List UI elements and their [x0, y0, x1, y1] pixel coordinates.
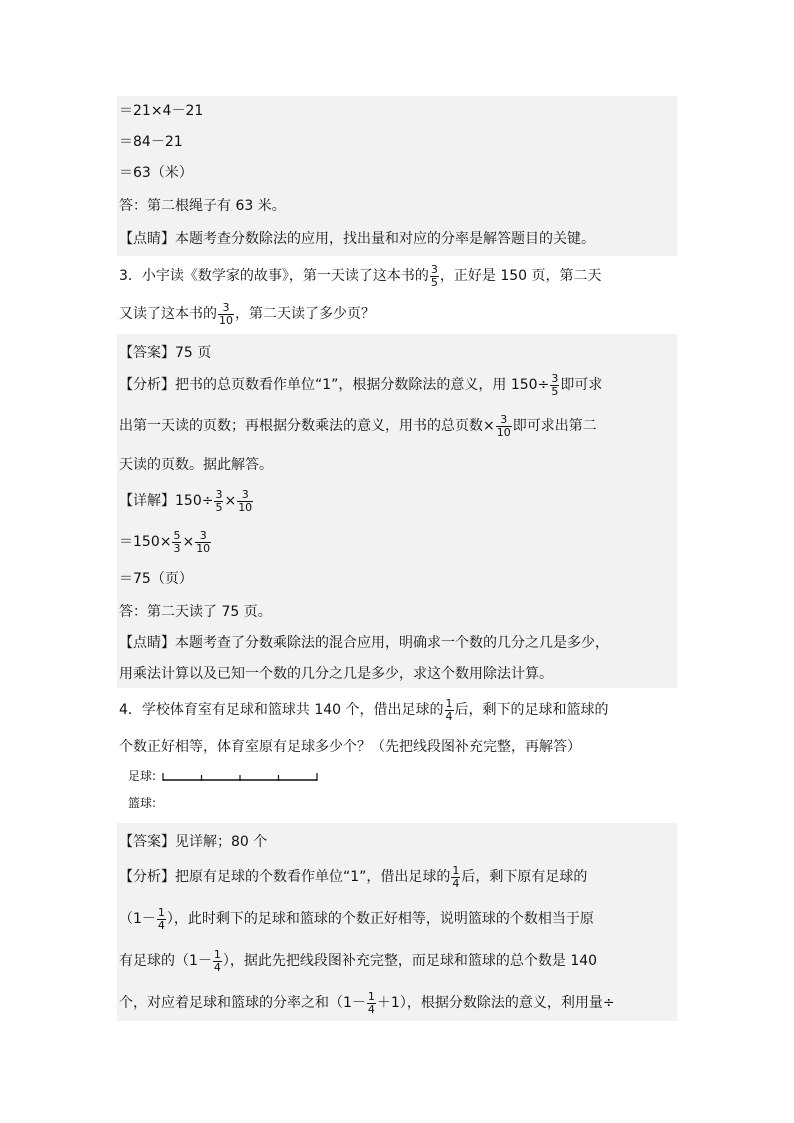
fraction-1-4: $\frac{1}{4}$: [445, 696, 453, 723]
analysis-4-text-1a: 【分析】把原有足球的个数看作单位“1”，借出足球的: [119, 869, 451, 885]
analysis-4-text-3a: 有足球的（1－: [119, 953, 212, 969]
q4-text-1b: 后，剩下的足球和篮球的: [454, 702, 609, 718]
detail-3-line-3: ＝75（页）: [119, 571, 193, 587]
analysis-4-text-2b: ），此时剩下的足球和篮球的个数正好相等，说明篮球的个数相当于原: [166, 911, 594, 927]
fraction-3-5: $\frac{3}{5}$: [551, 371, 559, 398]
analysis-3-text-2a: 出第一天读的页数；再根据分数乘法的意义，用书的总页数×: [119, 418, 495, 434]
analysis-4-text-4a: 个，对应着足球和篮球的分率之和（1－: [119, 995, 366, 1011]
fraction-1-4: $\frac{1}{4}$: [157, 905, 165, 932]
key-point-line: 【点睛】本题考查分数除法的应用，找出量和对应的分率是解答题目的关键。: [119, 231, 595, 247]
fraction-3-10: $\frac{3}{10}$: [219, 300, 233, 327]
football-label: 足球:: [128, 769, 157, 783]
analysis-4-line-1: [119, 864, 587, 890]
analysis-4-text-3b: ），据此先把线段图补充完整，而足球和篮球的总个数是 140: [222, 953, 598, 969]
analysis-4-line-4: [119, 990, 615, 1016]
analysis-3-text-1b: 即可求: [560, 377, 603, 393]
answer-3: 【答案】75 页: [119, 345, 212, 361]
calc-line-1: ＝21×4－21: [119, 103, 204, 119]
football-segment-diagram: [162, 770, 322, 784]
fraction-3-10: $\frac{3}{10}$: [196, 528, 211, 555]
fraction-5-3: $\frac{5}{3}$: [173, 528, 181, 555]
key-point-3-line-1: 【点睛】本题考查了分数乘除法的混合应用，明确求一个数的几分之几是多少，: [119, 635, 609, 651]
question-4-line-2: 个数正好相等，体育室原有足球多少个？（先把线段图补充完整，再解答）: [119, 739, 581, 755]
analysis-4-line-2: [119, 906, 594, 932]
detail-3-text-1a: 【详解】150÷: [119, 493, 214, 509]
answer-line-rope: 答：第二根绳子有 63 米。: [119, 198, 286, 214]
question-3-line-2: [119, 301, 375, 327]
fraction-3-5: $\frac{3}{5}$: [215, 487, 223, 514]
detail-3-line-1: [119, 488, 254, 514]
analysis-3-text-1a: 【分析】把书的总页数看作单位“1”，根据分数除法的意义，用 150÷: [119, 377, 550, 393]
q3-text-1b: ，正好是 150 页，第二天: [439, 268, 602, 284]
times-sign: ×: [224, 493, 237, 509]
analysis-4-text-4b: ＋1），根据分数除法的意义，利用量÷: [376, 995, 615, 1011]
q3-text-2b: ，第二天读了多少页？: [235, 306, 375, 322]
question-3-line-1: [119, 263, 602, 289]
analysis-3-text-2b: 即可求出第二: [512, 418, 597, 434]
q3-text-1a: 3．小宇读《数学家的故事》，第一天读了这本书的: [119, 268, 429, 284]
fraction-3-10: $\frac{3}{10}$: [238, 487, 253, 514]
calc-line-3: ＝63（米）: [119, 165, 193, 181]
analysis-4-line-3: [119, 948, 597, 974]
basketball-label: 篮球:: [128, 796, 157, 810]
analysis-3-line-2: [119, 413, 597, 439]
fraction-1-4: $\frac{1}{4}$: [213, 947, 221, 974]
answer-3-final: 答：第二天读了 75 页。: [119, 604, 272, 620]
detail-3-line-2: [119, 529, 212, 555]
q4-text-1a: 4．学校体育室有足球和篮球共 140 个，借出足球的: [119, 702, 444, 718]
answer-4: 【答案】见详解；80 个: [119, 834, 268, 850]
times-sign: ×: [182, 534, 195, 550]
fraction-3-5: $\frac{3}{5}$: [430, 262, 438, 289]
key-point-3-line-2: 用乘法计算以及已知一个数的几分之几是多少，求这个数用除法计算。: [119, 666, 553, 682]
calc-line-2: ＝84－21: [119, 134, 183, 150]
analysis-4-text-2a: （1－: [119, 911, 156, 927]
question-4-line-1: [119, 697, 609, 723]
fraction-1-4: $\frac{1}{4}$: [452, 863, 460, 890]
analysis-3-line-3: 天读的页数。据此解答。: [119, 457, 273, 473]
fraction-3-10: $\frac{3}{10}$: [496, 412, 511, 439]
analysis-4-text-1b: 后，剩下原有足球的: [461, 869, 588, 885]
analysis-3-line-1: [119, 372, 602, 398]
q3-text-2a: 又读了这本书的: [119, 306, 217, 322]
detail-3-text-2a: ＝150×: [119, 534, 172, 550]
fraction-1-4: $\frac{1}{4}$: [367, 989, 375, 1016]
